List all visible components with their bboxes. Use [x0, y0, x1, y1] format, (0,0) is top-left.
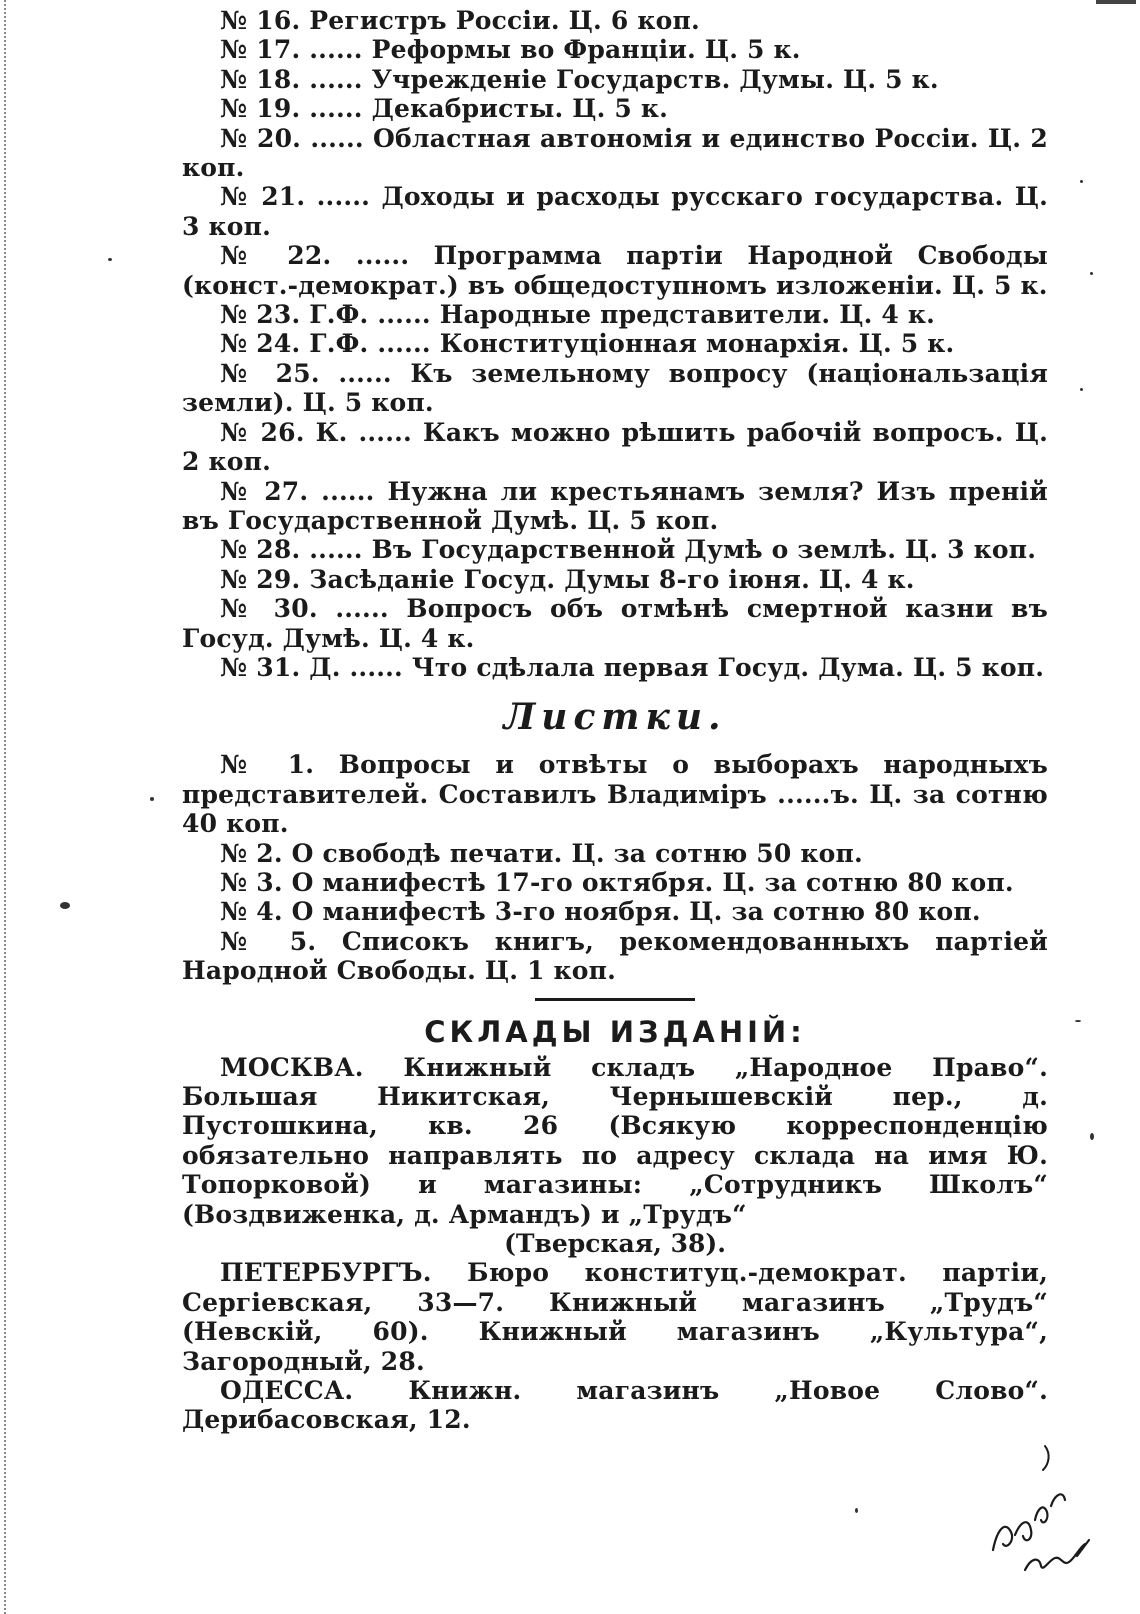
ink-speck	[1080, 388, 1083, 391]
ink-speck	[60, 902, 70, 909]
ink-speck	[1090, 272, 1093, 275]
ink-speck	[150, 797, 154, 801]
text-column	[182, 6, 1048, 1435]
ink-speck	[108, 258, 112, 261]
entry-29: № 29. Засѣданіе Госуд. Думы 8-го іюня. Ц. 4 к.	[220, 564, 915, 594]
list-1: № 1. Вопросы и отвѣты о выборахъ народныхъ представителей. Составилъ Владиміръ ......ъ. Ц. за сотню 40 коп.	[182, 750, 1048, 839]
entry-25: № 25. ...... Къ земельному вопросу (національзація земли). Ц. 5 коп.	[182, 358, 1048, 418]
section-divider	[535, 998, 695, 1001]
entry-26: № 26. К. ...... Какъ можно рѣшить рабочій вопросъ. Ц. 2 коп.	[182, 417, 1048, 477]
entry-27: № 27. ...... Нужна ли крестьянамъ земля? Изъ преній въ Государственной Думѣ. Ц. 5 коп.	[182, 476, 1048, 535]
top-edge-mark	[1096, 0, 1136, 4]
entry-22: № 22. ...... Программа партіи Народной Свободы (конст.-демократ.) въ общедоступномъ изложеніи. Ц. 5 к.	[182, 241, 1048, 300]
list-2: № 2. О свободѣ печати. Ц. за сотню 50 коп.	[220, 838, 863, 868]
left-edge-noise	[4, 0, 12, 1614]
store-moscow-address: (Тверская, 38).	[504, 1229, 726, 1259]
entry-31: № 31. Д. ...... Что сдѣлала первая Госуд. Дума. Ц. 5 коп.	[220, 652, 1045, 682]
handwritten-annotation	[985, 1440, 1105, 1580]
entry-30: № 30. ...... Вопросъ объ отмѣнѣ смертной казни въ Госуд. Думѣ. Ц. 4 к.	[182, 594, 1048, 653]
list-3: № 3. О манифестѣ 17-го октября. Ц. за сотню 80 коп.	[220, 867, 1014, 897]
stores-heading: СКЛАДЫ ИЗДАНІЙ:	[424, 1014, 806, 1049]
ink-speck	[1075, 1020, 1081, 1022]
entry-23: № 23. Г.Ф. ...... Народные представители. Ц. 4 к.	[220, 300, 936, 330]
entry-20: № 20. ...... Областная автономія и единство Россіи. Ц. 2 коп.	[182, 123, 1048, 183]
entry-24: № 24. Г.Ф. ...... Конституціонная монархія. Ц. 5 к.	[220, 329, 955, 359]
store-odessa: ОДЕССА. Книжн. магазинъ „Новое Слово“. Дерибасовская, 12.	[182, 1376, 1048, 1435]
ink-speck	[1090, 1133, 1094, 1140]
lists-heading: Листки.	[503, 696, 727, 739]
list-5: № 5. Списокъ книгъ, рекомендованныхъ партіей Народной Свободы. Ц. 1 коп.	[182, 926, 1048, 986]
store-petersburg: ПЕТЕРБУРГЪ. Бюро конституц.-демократ. партіи, Сергіевская, 33—7. Книжный магазинъ „Трудъ“ (Невскій, 60). Книжный магазинъ „Культура“, Загородный, 28.	[182, 1258, 1048, 1376]
entry-18: № 18. ...... Учрежденіе Государств. Думы. Ц. 5 к.	[220, 64, 939, 94]
store-moscow: МОСКВА. Книжный складъ „Народное Право“. Большая Никитская, Чернышевскій пер., д. Пустошкина, кв. 26 (Всякую корреспонденцію обязательно направлять по адресу склада на имя Ю. Топорковой) и магазины: „Сотрудникъ Школъ“ (Воздвиженка, д. Армандъ) и „Трудъ“	[182, 1052, 1048, 1229]
entry-21: № 21. ...... Доходы и расходы русскаго государства. Ц. 3 коп.	[182, 182, 1048, 241]
entry-17: № 17. ...... Реформы во Франціи. Ц. 5 к.	[220, 35, 801, 65]
entry-19: № 19. ...... Декабристы. Ц. 5 к.	[220, 94, 669, 124]
entry-16: № 16. Регистръ Россіи. Ц. 6 коп.	[220, 6, 700, 35]
ink-speck	[1080, 180, 1083, 183]
entry-28: № 28. ...... Въ Государственной Думѣ о землѣ. Ц. 3 коп.	[220, 535, 1037, 565]
list-4: № 4. О манифестѣ 3-го ноября. Ц. за сотню 80 коп.	[220, 897, 981, 927]
ink-speck	[855, 1508, 858, 1513]
